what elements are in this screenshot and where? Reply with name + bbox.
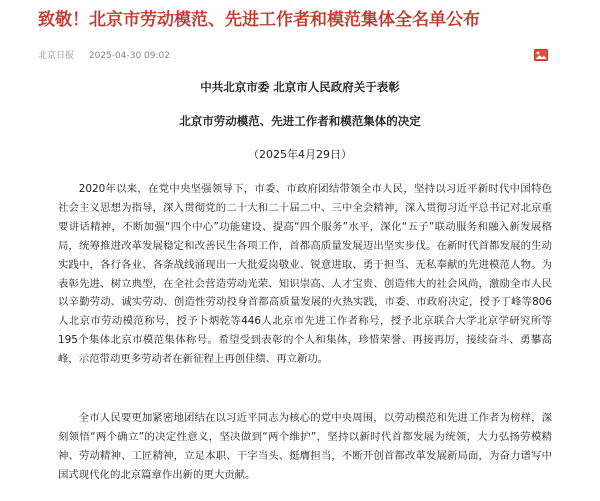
decision-issuer: 中共北京市委 北京市人民政府关于表彰 (200, 80, 400, 94)
decision-title: 北京市劳动模范、先进工作者和模范集体的决定 (179, 114, 421, 128)
decision-date: （2025年4月29日） (248, 148, 352, 161)
body-paragraph-1: 2020年以来，在党中央坚强领导下，市委、市政府团结带领全市人民，坚持以习近平新时代中国特色社会主义思想为指导，深入贯彻党的二十大和二十届二中、三中全会精神，深入贯彻习近平总书记对北京重要讲话精神，不断加强“四个中心”功能建设、提高“四个服务”水平，深化“五子”联动服务和融入新发展格局，统筹推进改革发展稳定和改善民生各项工作，首都高质量发展迈出坚实步伐。在新时代首都发展的生动实践中，各行各业、各条战线涌现出一大批爱岗敬业、锐意进取、勇于担当、无私奉献的先进模范人物。为表彰先进、树立典型，在全社会营造劳动光荣、知识崇高、人才宝贵、创造伟大的社会风尚，激励全市人民以辛勤劳动、诚实劳动、创造性劳动投身首都高质量发展的火热实践，市委、市政府决定，授予丁峰等806人北京市劳动模范称号，授予卜炳乾等446人北京市先进工作者称号，授予北京联合大学北京学研究所等195个集体北京市模范集体称号。希望受到表彰的个人和集体，珍惜荣誉、再接再厉，接续奋斗、勇攀高峰，示范带动更多劳动者在新征程上再创佳绩、再立新功。 (58, 183, 552, 366)
article-meta (38, 48, 548, 64)
body-paragraph-2: 全市人民要更加紧密地团结在以习近平同志为核心的党中央周围，以劳动模范和先进工作者为榜样，深刻领悟“两个确立”的决定性意义，坚决做到“两个维护”，坚持以新时代首都发展为统领，大力弘扬劳模精神、劳动精神、工匠精神，立足本职、干字当头、挺膺担当，不断开创首都改革发展新局面，为奋力谱写中国式现代化的北京篇章作出新的更大贡献。 (58, 412, 552, 481)
article-datetime: 2025-04-30 09:02 (88, 51, 170, 61)
article-source[interactable]: 北京日报 (38, 51, 75, 61)
article-header (38, 8, 568, 32)
article-headline: 致敬！北京市劳动模范、先进工作者和模范集体全名单公布 (38, 10, 480, 30)
image-icon[interactable] (534, 49, 548, 61)
